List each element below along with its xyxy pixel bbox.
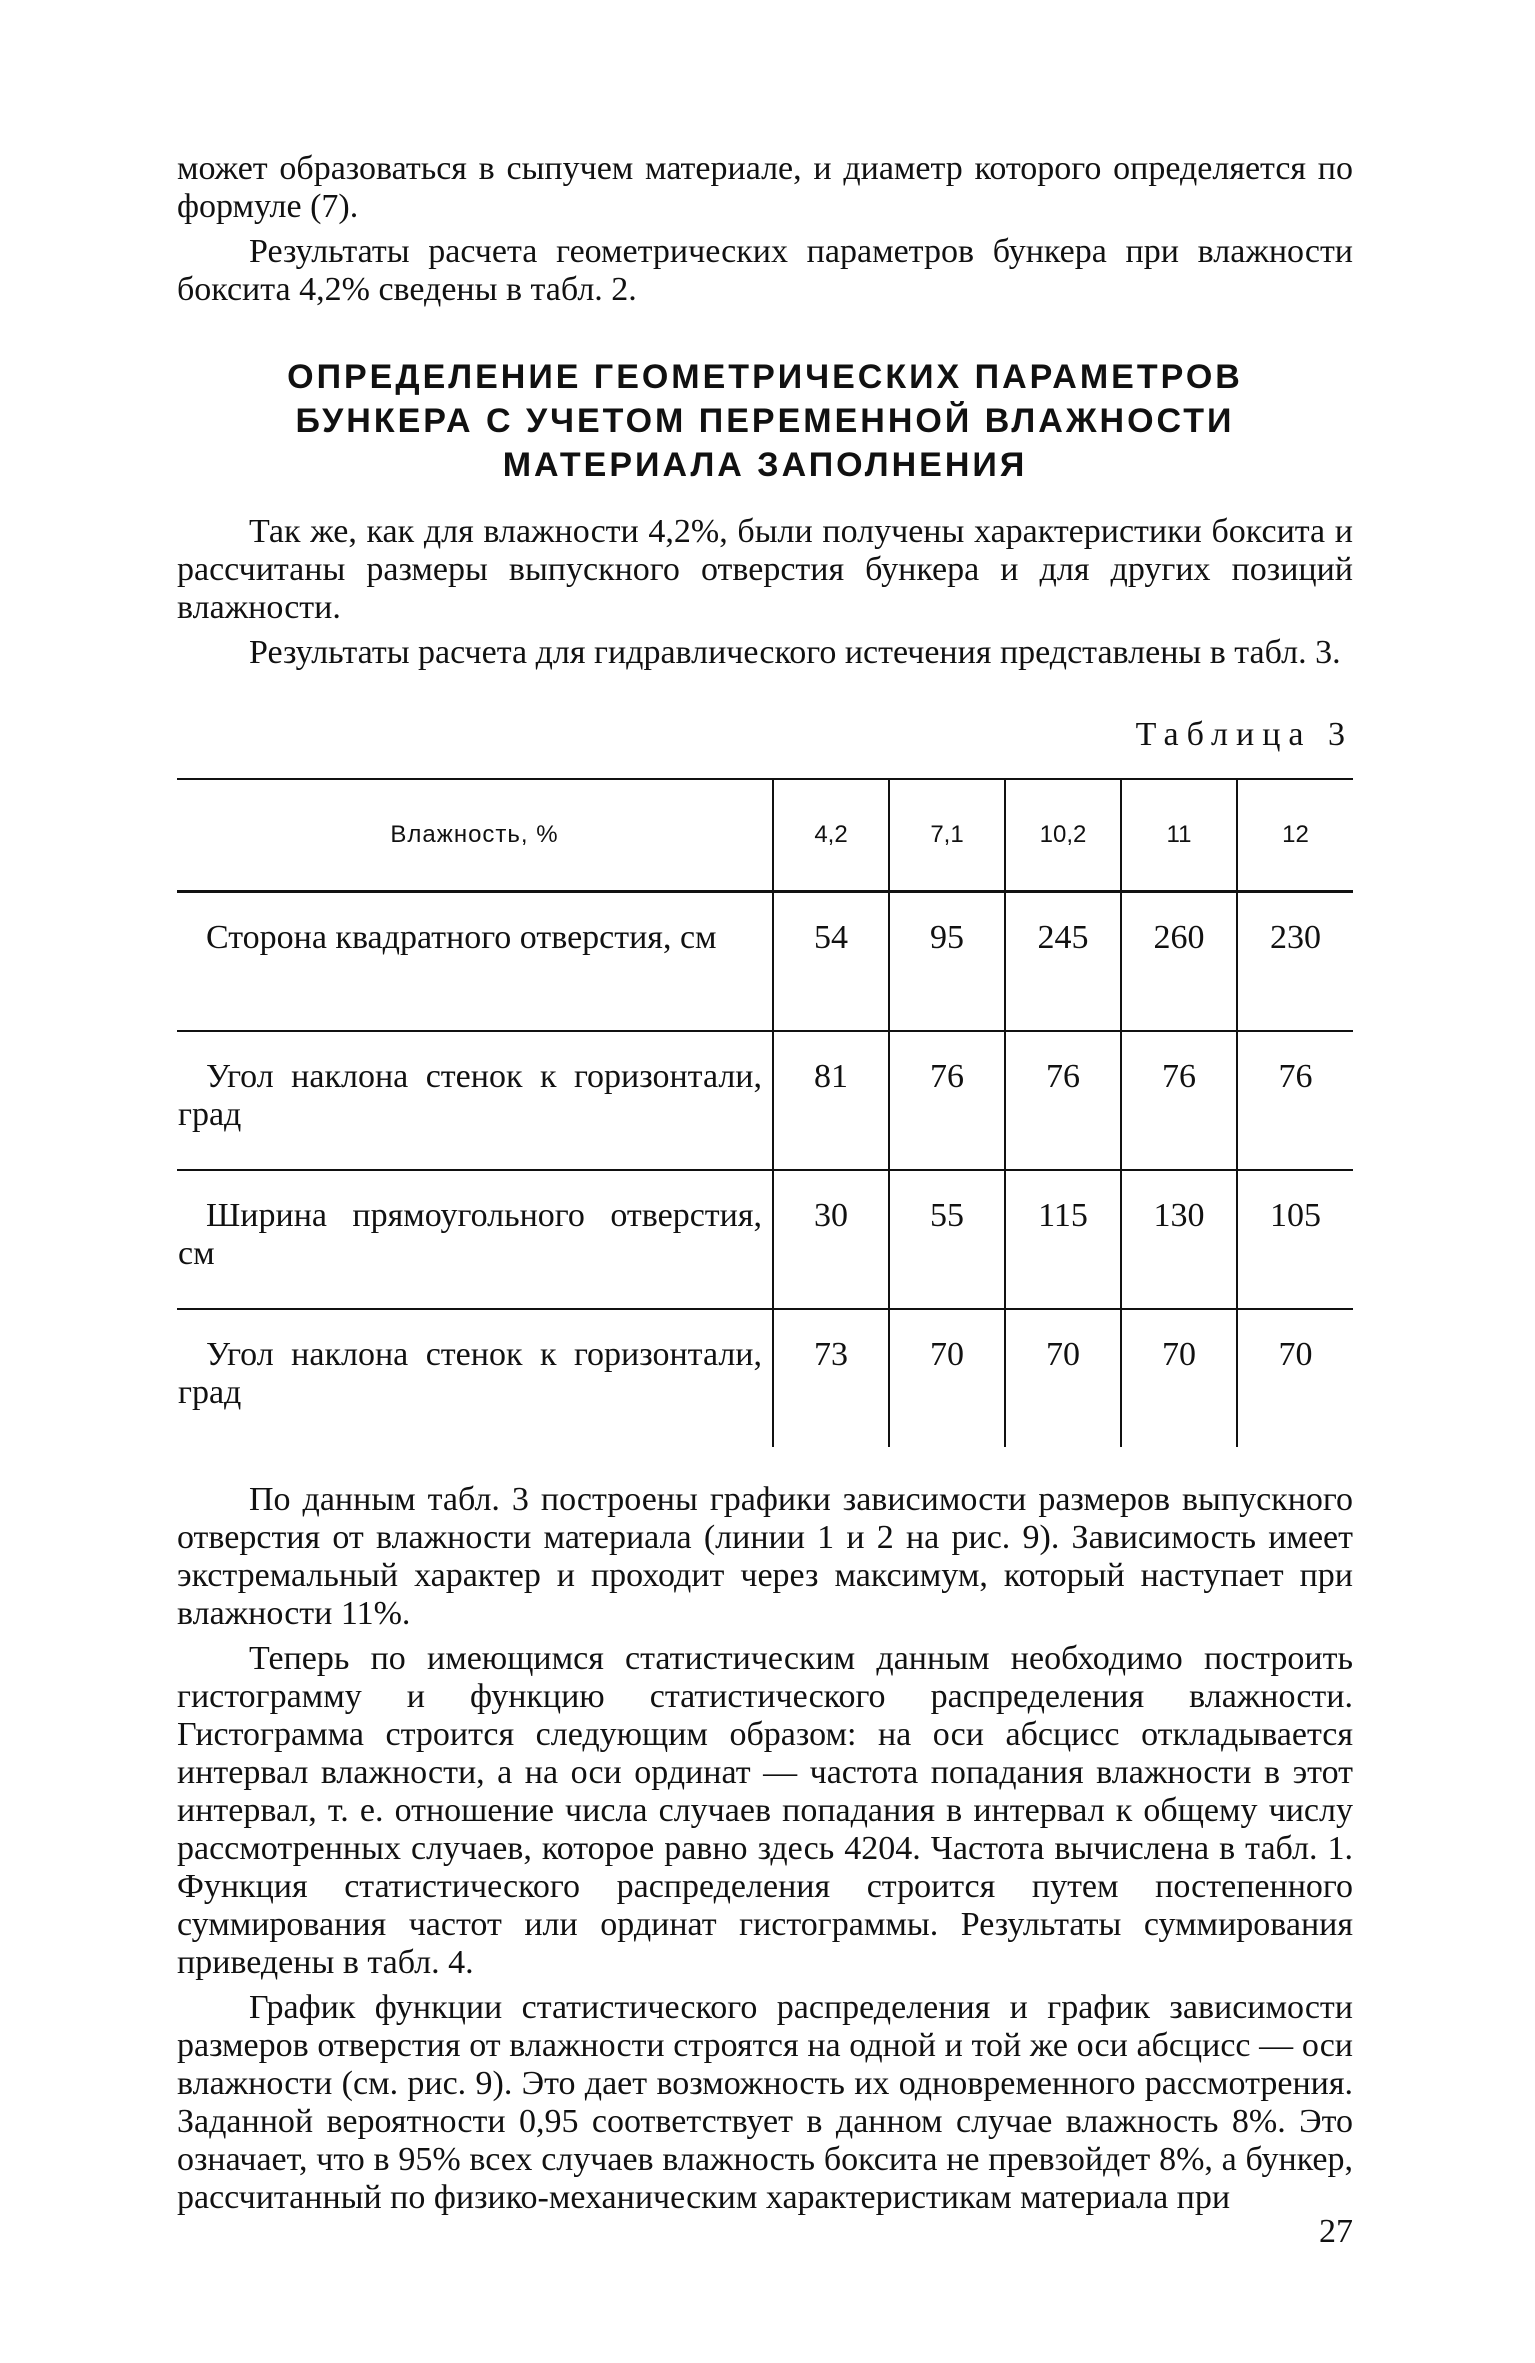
intro-paragraph-2: Результаты расчета геометрических параметров бункера при влажности боксита 4,2% сведены в табл. 2. [177,233,1353,308]
section-heading [177,355,1353,487]
page-number: 27 [1319,2213,1353,2250]
row-label-text: Ширина прямоугольного отверстия, см [178,1197,762,1272]
intro-paragraph-1: может образоваться в сыпучем материале, и диаметр которого определяется по формуле (7). [177,150,1353,225]
row-label [177,1309,773,1447]
section-paragraph-2: Результаты расчета для гидравлического истечения представлены в табл. 3. [249,634,1341,671]
body-paragraph-1: По данным табл. 3 построены графики зависимости размеров выпускного отверстия от влажности материала (линии 1 и 2 на рис. 9). Зависимость имеет экстремальный характер и проходит через максимум, который наступает при влажности 11%. [177,1481,1353,1632]
table-cell: 245 [1005,892,1121,1032]
row-label-text: Угол наклона стенок к горизонтали, град [178,1058,762,1133]
table-cell: 70 [889,1309,1005,1447]
table-cell: 70 [1237,1309,1353,1447]
table-header-cell: 11 [1121,779,1237,892]
table-row [177,1309,1353,1447]
row-label [177,892,773,1032]
row-label [177,1170,773,1309]
table-cell: 115 [1005,1170,1121,1309]
table-cell: 76 [889,1031,1005,1170]
table-header-cell: 10,2 [1005,779,1121,892]
section-heading-line-1: ОПРЕДЕЛЕНИЕ ГЕОМЕТРИЧЕСКИХ ПАРАМЕТРОВ [287,358,1243,396]
section-heading-line-2: БУНКЕРА С УЧЕТОМ ПЕРЕМЕННОЙ ВЛАЖНОСТИ [295,402,1235,440]
table-cell: 95 [889,892,1005,1032]
body-paragraph-3: График функции статистического распределения и график зависимости размеров отверстия от влажности строятся на одной и той же оси абсцисс — оси влажности (см. рис. 9). Это дает возможность их одновременного рассмотрения. Заданной вероятности 0,95 соответствует в данном случае влажность 8%. Это означает, что в 95% всех случаев влажность боксита не превзойдет 8%, а бункер, рассчитанный по физико-механическим характеристикам материала при [177,1989,1353,2216]
table-cell: 76 [1121,1031,1237,1170]
section-heading-line-3: МАТЕРИАЛА ЗАПОЛНЕНИЯ [502,446,1028,484]
table-row [177,1031,1353,1170]
table-header-row [177,779,1353,892]
row-label-text: Угол наклона стенок к горизонтали, град [178,1336,762,1411]
table-cell: 70 [1121,1309,1237,1447]
table-cell: 260 [1121,892,1237,1032]
table-row [177,892,1353,1032]
table-cell: 30 [773,1170,889,1309]
table-cell: 76 [1237,1031,1353,1170]
section-paragraph-1: Так же, как для влажности 4,2%, были получены характеристики боксита и рассчитаны размеры выпускного отверстия бункера и для других позиций влажности. [177,513,1353,626]
table-cell: 230 [1237,892,1353,1032]
table-header-cell: 12 [1237,779,1353,892]
table-cell: 81 [773,1031,889,1170]
document-page [177,150,1353,2217]
table-row [177,1170,1353,1309]
row-label [177,1031,773,1170]
table-header-cell: 4,2 [773,779,889,892]
table-header-label: Влажность, % [177,779,773,892]
table-cell: 130 [1121,1170,1237,1309]
table-caption: Таблица 3 [1135,716,1353,753]
body-paragraph-2: Теперь по имеющимся статистическим данным необходимо построить гистограмму и функцию статистического распределения влажности. Гистограмма строится следующим образом: на оси абсцисс откладывается интервал влажности, а на оси ординат — частота попадания влажности в этот интервал, т. е. отношение числа случаев попадания в интервал к общему числу рассмотренных случаев, которое равно здесь 4204. Частота вычислена в табл. 1. Функция статистического распределения строится путем постепенного суммирования частот или ординат гистограммы. Результаты суммирования приведены в табл. 4. [177,1640,1353,1981]
moisture-table [177,778,1353,1447]
table-cell: 70 [1005,1309,1121,1447]
table-cell: 55 [889,1170,1005,1309]
table-cell: 76 [1005,1031,1121,1170]
table-cell: 105 [1237,1170,1353,1309]
row-label-text: Сторона квадратного отверстия, см [206,919,717,956]
table-cell: 73 [773,1309,889,1447]
table-header-cell: 7,1 [889,779,1005,892]
table-cell: 54 [773,892,889,1032]
